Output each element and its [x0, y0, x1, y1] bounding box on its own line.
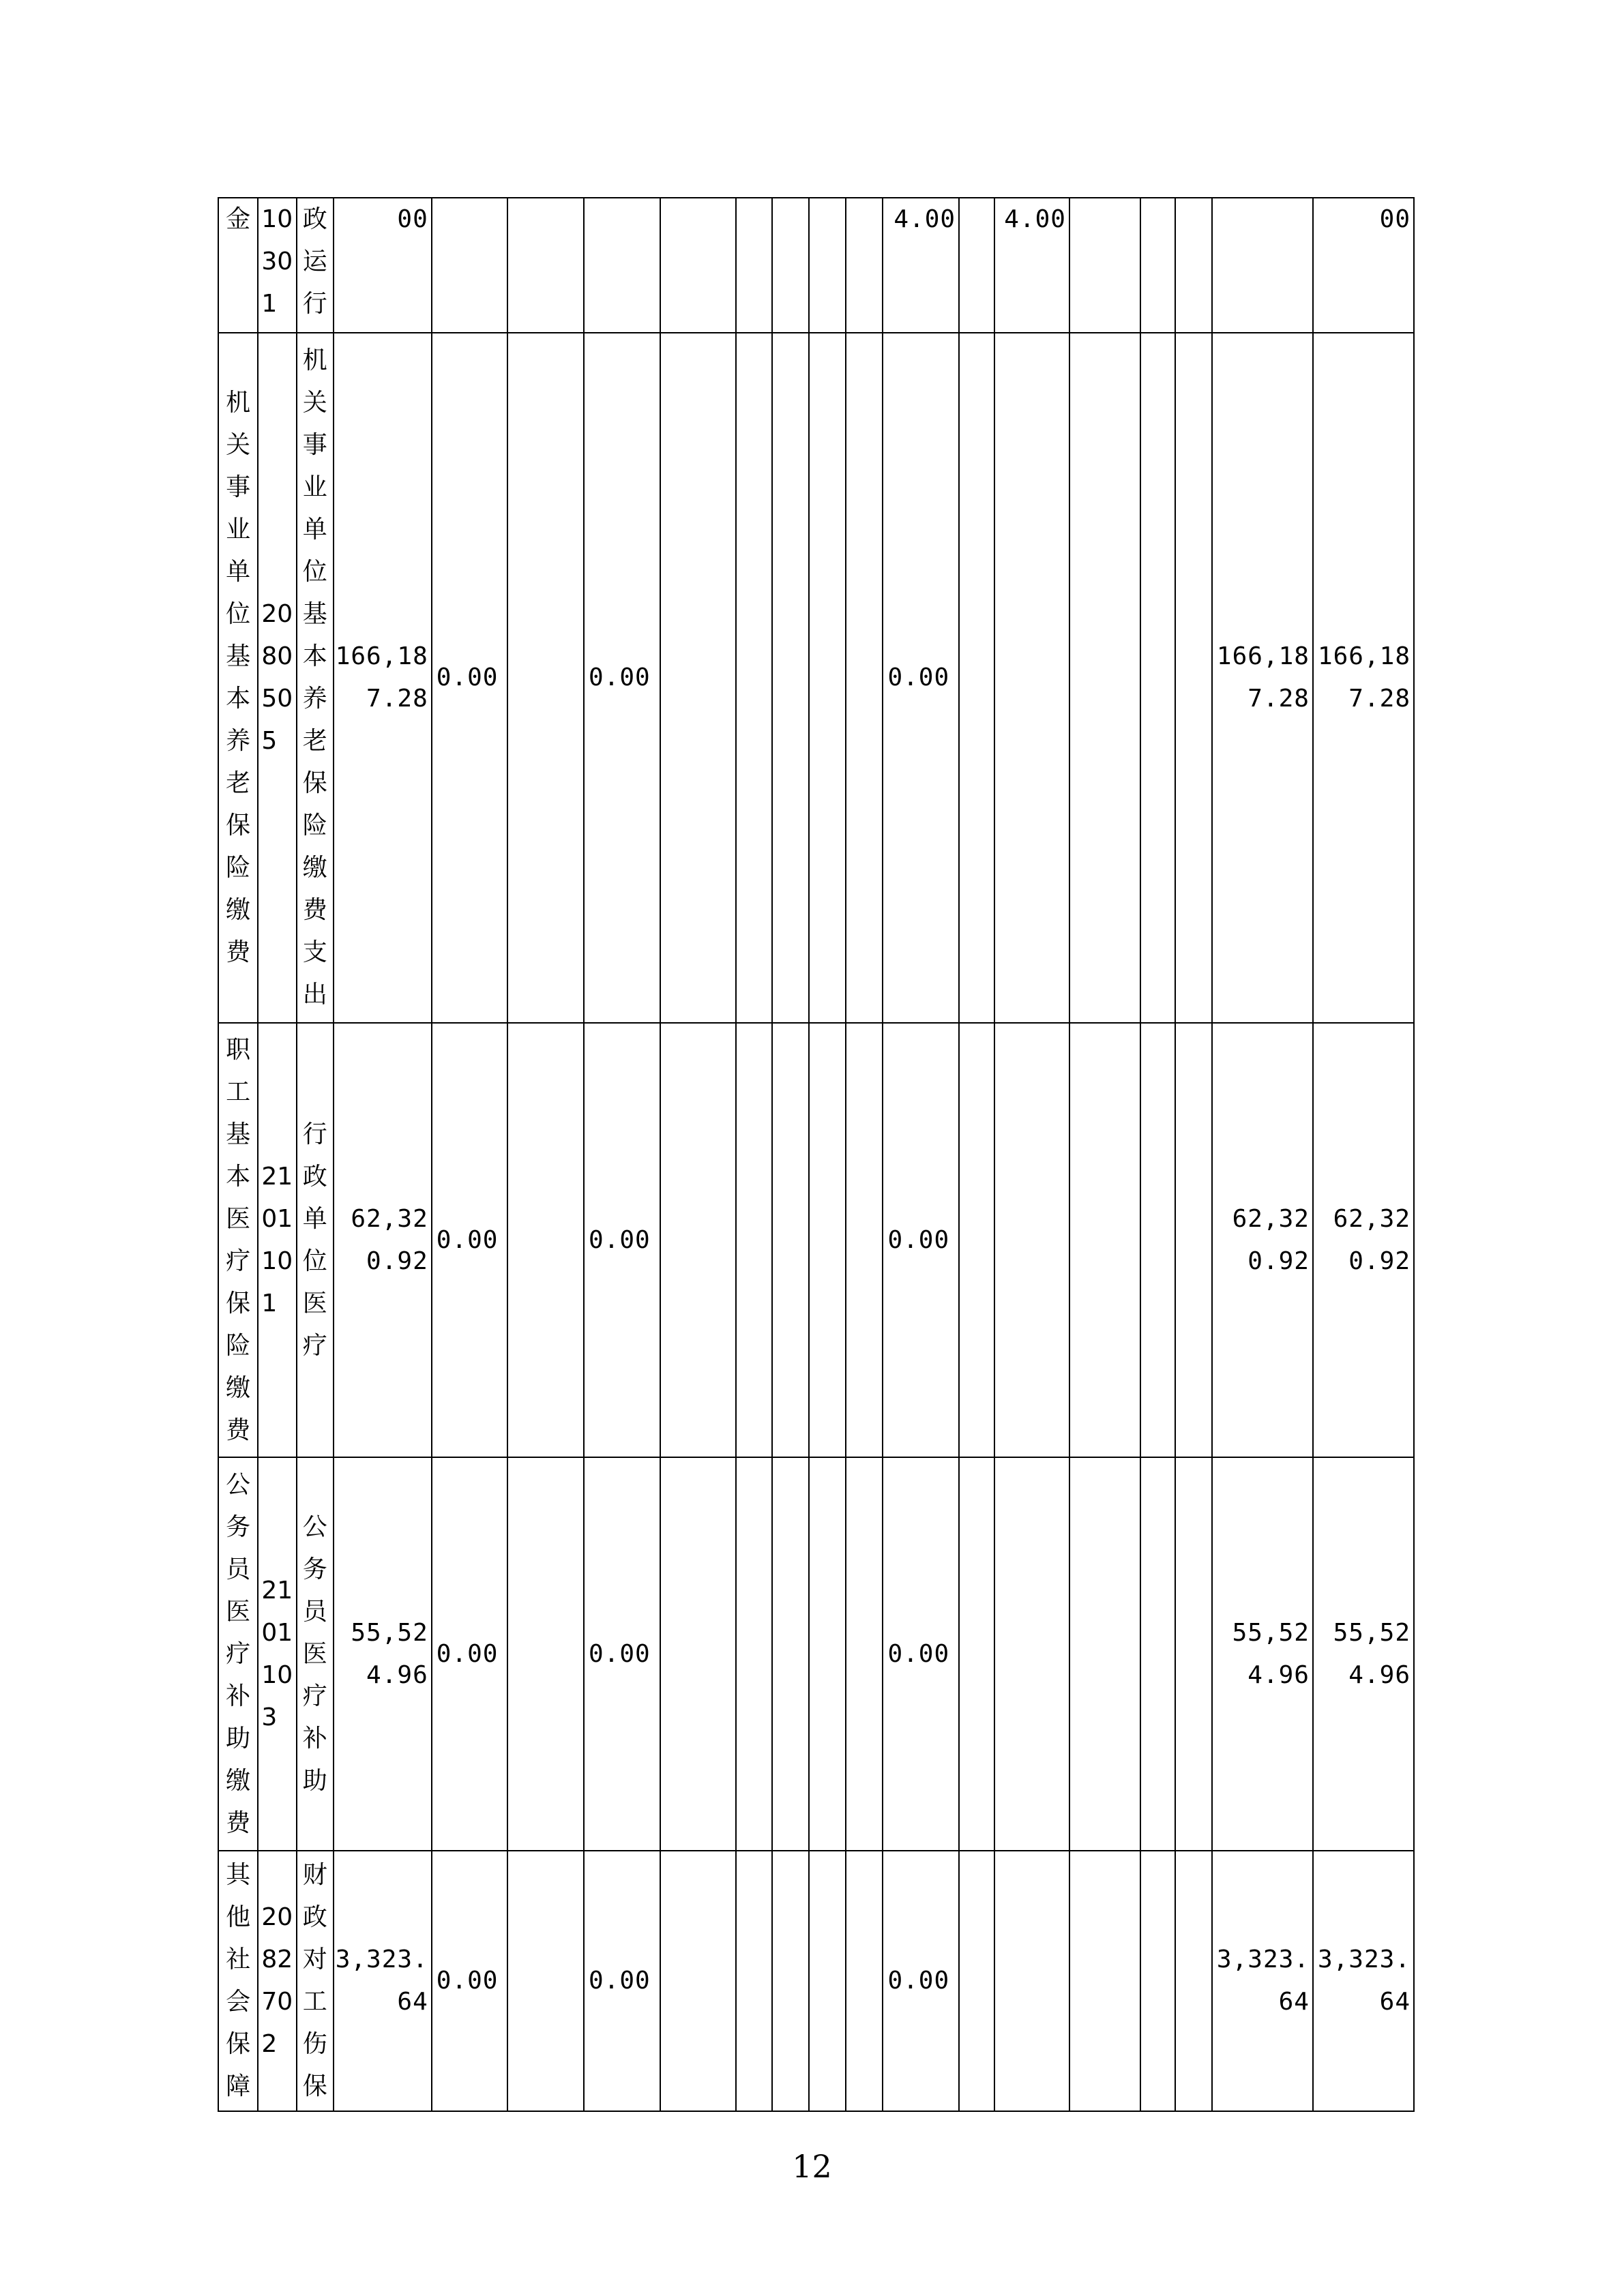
cell-value: 0.00	[436, 664, 499, 691]
cell-c13	[883, 333, 959, 1023]
cell-value: 3,323.64	[1317, 1945, 1411, 2016]
table-row	[218, 333, 1414, 1023]
cell-c14	[959, 1851, 994, 2111]
cell-value: 3,323.64	[335, 1945, 428, 2016]
cell-value: 0.00	[436, 1967, 499, 1995]
cell-c16	[1069, 1023, 1140, 1457]
cell-c11	[809, 1851, 846, 2111]
cell-type	[297, 1023, 334, 1457]
cell-c19	[1212, 1851, 1313, 2111]
cell-value: 55,524.96	[1333, 1618, 1411, 1689]
cell-value: 0.00	[589, 1639, 651, 1668]
cell-c9	[736, 198, 771, 333]
cell-c5	[432, 1851, 508, 2111]
cell-value: 62,320.92	[351, 1204, 428, 1275]
cell-c4	[334, 1851, 432, 2111]
cell-value: 3,323.64	[1216, 1945, 1310, 2016]
cell-c10	[772, 198, 809, 333]
cell-c10	[772, 1457, 809, 1851]
cell-value: 0.00	[589, 664, 651, 691]
cell-c12	[846, 333, 883, 1023]
cell-c4	[334, 1023, 432, 1457]
cell-value: 55,524.96	[1232, 1618, 1310, 1689]
cell-value: 0.00	[887, 1225, 950, 1254]
cell-value: 00	[1379, 205, 1411, 233]
cell-value: 金	[226, 205, 251, 233]
cell-c15	[994, 1851, 1069, 2111]
cell-c17	[1140, 1851, 1175, 2111]
cell-c7	[584, 333, 660, 1023]
cell-c20	[1313, 1457, 1414, 1851]
cell-c8	[660, 1851, 737, 2111]
cell-value: 62,320.92	[1333, 1204, 1411, 1275]
cell-value: 0.00	[589, 1225, 651, 1254]
cell-type	[297, 198, 334, 333]
cell-c18	[1175, 1457, 1212, 1851]
cell-c18	[1175, 198, 1212, 333]
cell-c6	[507, 1457, 584, 1851]
cell-value: 2101101	[261, 1162, 293, 1317]
cell-name	[218, 1023, 258, 1457]
cell-c10	[772, 1851, 809, 2111]
cell-c7	[584, 1457, 660, 1851]
cell-c11	[809, 1457, 846, 1851]
cell-c15	[994, 198, 1069, 333]
cell-c10	[772, 1023, 809, 1457]
cell-c15	[994, 333, 1069, 1023]
cell-c18	[1175, 1851, 1212, 2111]
cell-c16	[1069, 198, 1140, 333]
cell-value: 0.00	[436, 1639, 499, 1668]
cell-name	[218, 1457, 258, 1851]
cell-c16	[1069, 1457, 1140, 1851]
cell-c16	[1069, 1851, 1140, 2111]
cell-c8	[660, 1023, 737, 1457]
cell-value: 166,187.28	[1317, 642, 1411, 713]
cell-c15	[994, 1457, 1069, 1851]
cell-c4	[334, 333, 432, 1023]
cell-c4	[334, 1457, 432, 1851]
cell-value: 0.00	[887, 664, 950, 691]
cell-c14	[959, 1023, 994, 1457]
cell-c18	[1175, 333, 1212, 1023]
cell-value: 行政单位医疗	[302, 1120, 327, 1360]
cell-c8	[660, 333, 737, 1023]
cell-c5	[432, 1457, 508, 1851]
cell-c4	[334, 198, 432, 333]
cell-c8	[660, 1457, 737, 1851]
cell-c19	[1212, 1457, 1313, 1851]
cell-c9	[736, 1851, 771, 2111]
cell-c13	[883, 1023, 959, 1457]
cell-c14	[959, 333, 994, 1023]
cell-c6	[507, 1851, 584, 2111]
cell-value: 2082702	[261, 1903, 293, 2058]
cell-c11	[809, 1023, 846, 1457]
cell-value: 166,187.28	[335, 642, 428, 713]
cell-value: 4.00	[894, 205, 956, 233]
cell-value: 职工基本医疗保险缴费	[226, 1035, 251, 1444]
cell-value: 其他社会保障	[226, 1861, 251, 2100]
cell-value: 10301	[261, 205, 293, 318]
cell-value: 2101103	[261, 1576, 293, 1731]
cell-c6	[507, 1023, 584, 1457]
cell-c5	[432, 198, 508, 333]
cell-c19	[1212, 198, 1313, 333]
cell-c17	[1140, 198, 1175, 333]
cell-c6	[507, 198, 584, 333]
cell-value: 0.00	[589, 1967, 651, 1995]
cell-c6	[507, 333, 584, 1023]
cell-value: 机关事业单位基本养老保险缴费	[226, 389, 251, 966]
cell-value: 62,320.92	[1232, 1204, 1310, 1275]
cell-name	[218, 1851, 258, 2111]
cell-value: 公务员医疗补助缴费	[226, 1470, 251, 1837]
budget-table	[218, 197, 1415, 2112]
cell-type	[297, 333, 334, 1023]
cell-c13	[883, 1457, 959, 1851]
cell-c19	[1212, 333, 1313, 1023]
cell-c9	[736, 1023, 771, 1457]
cell-c12	[846, 1457, 883, 1851]
cell-code	[258, 333, 296, 1023]
cell-name	[218, 333, 258, 1023]
cell-code	[258, 198, 296, 333]
table-row	[218, 1457, 1414, 1851]
cell-value: 2080505	[261, 600, 293, 755]
cell-c7	[584, 1023, 660, 1457]
cell-type	[297, 1457, 334, 1851]
cell-c15	[994, 1023, 1069, 1457]
cell-value: 166,187.28	[1216, 642, 1310, 713]
cell-c7	[584, 198, 660, 333]
cell-c7	[584, 1851, 660, 2111]
cell-c9	[736, 1457, 771, 1851]
cell-c14	[959, 198, 994, 333]
cell-code	[258, 1851, 296, 2111]
cell-c5	[432, 1023, 508, 1457]
cell-c9	[736, 333, 771, 1023]
cell-c11	[809, 198, 846, 333]
cell-c13	[883, 198, 959, 333]
cell-c11	[809, 333, 846, 1023]
cell-value: 00	[397, 205, 428, 233]
cell-value: 0.00	[887, 1639, 950, 1668]
cell-c5	[432, 333, 508, 1023]
cell-c20	[1313, 1851, 1414, 2111]
cell-type	[297, 1851, 334, 2111]
cell-value: 0.00	[887, 1967, 950, 1995]
cell-code	[258, 1457, 296, 1851]
cell-c19	[1212, 1023, 1313, 1457]
cell-c14	[959, 1457, 994, 1851]
cell-value: 公务员医疗补助	[302, 1512, 327, 1795]
cell-c20	[1313, 333, 1414, 1023]
cell-c12	[846, 198, 883, 333]
cell-value: 财政对工伤保	[302, 1861, 327, 2100]
cell-c12	[846, 1023, 883, 1457]
cell-c12	[846, 1851, 883, 2111]
cell-value: 政运行	[302, 205, 327, 318]
cell-c8	[660, 198, 737, 333]
cell-value: 4.00	[1004, 205, 1066, 233]
cell-c13	[883, 1851, 959, 2111]
cell-c16	[1069, 333, 1140, 1023]
cell-c17	[1140, 333, 1175, 1023]
cell-c18	[1175, 1023, 1212, 1457]
cell-code	[258, 1023, 296, 1457]
cell-value: 55,524.96	[351, 1618, 428, 1689]
cell-name	[218, 198, 258, 333]
cell-c17	[1140, 1457, 1175, 1851]
page-number: 12	[792, 2148, 832, 2185]
cell-c20	[1313, 198, 1414, 333]
table-row	[218, 1851, 1414, 2111]
table-row	[218, 1023, 1414, 1457]
cell-c17	[1140, 1023, 1175, 1457]
cell-value: 0.00	[436, 1225, 499, 1254]
cell-value: 机关事业单位基本养老保险缴费支出	[302, 346, 327, 1009]
cell-c20	[1313, 1023, 1414, 1457]
cell-c10	[772, 333, 809, 1023]
table-row	[218, 198, 1414, 333]
